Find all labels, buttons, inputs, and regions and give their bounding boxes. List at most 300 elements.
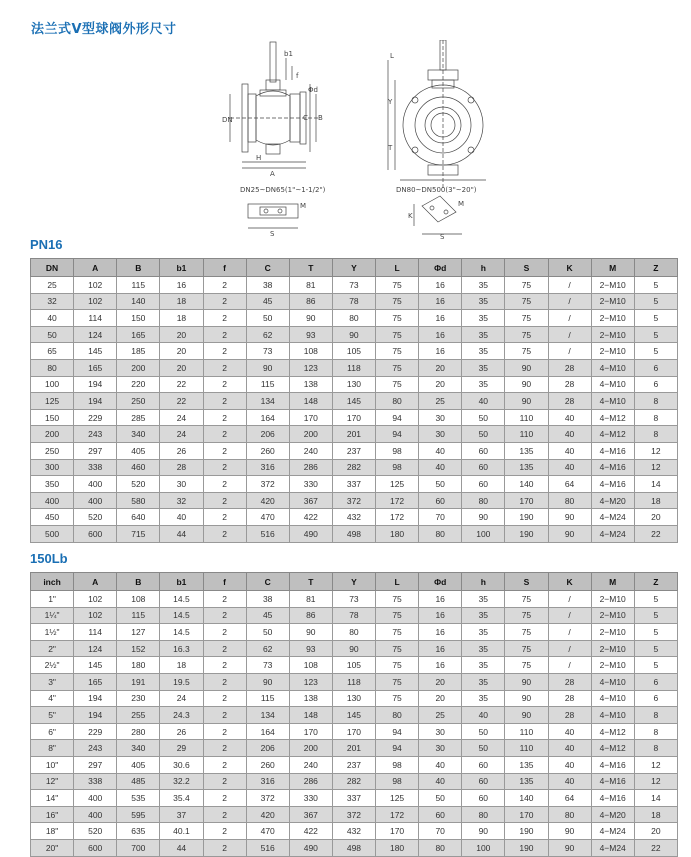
table-cell: 75 bbox=[505, 657, 548, 674]
table-cell: 22 bbox=[634, 839, 677, 856]
table-cell: 90 bbox=[246, 359, 289, 376]
table-cell: 372 bbox=[246, 476, 289, 493]
table-cell: 18 bbox=[160, 293, 203, 310]
table-cell: / bbox=[548, 293, 591, 310]
table-cell: 170 bbox=[505, 492, 548, 509]
150lb-header-row bbox=[31, 573, 678, 591]
table-cell: 16 bbox=[419, 310, 462, 327]
table-cell: 35 bbox=[462, 607, 505, 624]
table-cell: 108 bbox=[289, 343, 332, 360]
table-cell: 70 bbox=[419, 823, 462, 840]
table-cell: 4−M24 bbox=[591, 823, 634, 840]
table-cell: 35 bbox=[462, 591, 505, 608]
table-cell: 102 bbox=[74, 607, 117, 624]
table-cell: 16 bbox=[419, 591, 462, 608]
table-cell: 16 bbox=[419, 640, 462, 657]
table-cell: 4−M10 bbox=[591, 376, 634, 393]
table-cell: 44 bbox=[160, 525, 203, 542]
table-cell: 108 bbox=[289, 657, 332, 674]
table-cell: 24 bbox=[160, 690, 203, 707]
table-cell: 100 bbox=[462, 525, 505, 542]
table-cell: 4−M10 bbox=[591, 393, 634, 410]
table-cell: 29 bbox=[160, 740, 203, 757]
table-cell: 125 bbox=[376, 476, 419, 493]
table-cell: 337 bbox=[332, 790, 375, 807]
pn16-header-row bbox=[31, 259, 678, 277]
table-cell: 62 bbox=[246, 640, 289, 657]
table-cell: 2 bbox=[203, 657, 246, 674]
table-cell: / bbox=[548, 657, 591, 674]
dim-label-d: Φd bbox=[308, 86, 318, 94]
table-cell: 5 bbox=[634, 326, 677, 343]
table-cell: 60 bbox=[462, 442, 505, 459]
table-cell: 20 bbox=[419, 359, 462, 376]
table-cell: 285 bbox=[117, 409, 160, 426]
table-cell: 90 bbox=[505, 707, 548, 724]
table-cell: 2 bbox=[203, 376, 246, 393]
table-cell: 115 bbox=[246, 690, 289, 707]
table-cell: 80 bbox=[548, 492, 591, 509]
table-cell: 90 bbox=[548, 525, 591, 542]
table-cell: 300 bbox=[31, 459, 74, 476]
column-header: B bbox=[117, 259, 160, 277]
column-header: C bbox=[246, 259, 289, 277]
table-cell: 2 bbox=[203, 624, 246, 641]
column-header: DN bbox=[31, 259, 74, 277]
table-cell: 237 bbox=[332, 756, 375, 773]
table-cell: 8 bbox=[634, 393, 677, 410]
table-cell: 60 bbox=[462, 790, 505, 807]
table-row bbox=[31, 476, 678, 493]
table-cell: 26 bbox=[160, 723, 203, 740]
table-cell: 134 bbox=[246, 393, 289, 410]
table-cell: 2 bbox=[203, 310, 246, 327]
table-cell: 12 bbox=[634, 773, 677, 790]
table-cell: 420 bbox=[246, 492, 289, 509]
table-cell: 80 bbox=[462, 806, 505, 823]
table-cell: 14.5 bbox=[160, 591, 203, 608]
table-cell: 94 bbox=[376, 740, 419, 757]
table-cell: 90 bbox=[548, 839, 591, 856]
left-valve-drawing bbox=[230, 42, 318, 168]
table-cell: 164 bbox=[246, 409, 289, 426]
table-cell: 4−M16 bbox=[591, 442, 634, 459]
table-cell: 165 bbox=[74, 673, 117, 690]
table-cell: 75 bbox=[505, 624, 548, 641]
table-cell: 260 bbox=[246, 442, 289, 459]
table-cell: 405 bbox=[117, 442, 160, 459]
table-cell: 20 bbox=[419, 376, 462, 393]
dim-label-y: Y bbox=[388, 98, 393, 106]
table-cell: 194 bbox=[74, 690, 117, 707]
table-cell: 28 bbox=[548, 707, 591, 724]
table-cell: 2−M10 bbox=[591, 277, 634, 294]
table-row bbox=[31, 277, 678, 294]
right-flange-detail bbox=[414, 196, 465, 234]
table-cell: 73 bbox=[246, 657, 289, 674]
table-cell: 18 bbox=[160, 657, 203, 674]
table-cell: 640 bbox=[117, 509, 160, 526]
table-cell: 75 bbox=[376, 277, 419, 294]
table-cell: 400 bbox=[74, 806, 117, 823]
column-header: f bbox=[203, 259, 246, 277]
table-cell: 12 bbox=[634, 756, 677, 773]
table-row bbox=[31, 409, 678, 426]
table-cell: 190 bbox=[505, 525, 548, 542]
table-cell: 185 bbox=[117, 343, 160, 360]
table-cell: 50 bbox=[419, 476, 462, 493]
column-header: C bbox=[246, 573, 289, 591]
table-cell: 520 bbox=[74, 823, 117, 840]
table-cell: 5 bbox=[634, 343, 677, 360]
table-cell: 45 bbox=[246, 293, 289, 310]
table-cell: 2 bbox=[203, 640, 246, 657]
table-cell: 140 bbox=[505, 790, 548, 807]
table-cell: 78 bbox=[332, 607, 375, 624]
column-header: Z bbox=[634, 573, 677, 591]
column-header: M bbox=[591, 573, 634, 591]
table-cell: 420 bbox=[246, 806, 289, 823]
table-cell: 535 bbox=[117, 790, 160, 807]
table-cell: 4−M12 bbox=[591, 740, 634, 757]
column-header: h bbox=[462, 573, 505, 591]
table-cell: 114 bbox=[74, 310, 117, 327]
table-cell: 200 bbox=[31, 426, 74, 443]
table-cell: 194 bbox=[74, 707, 117, 724]
table-cell: 40 bbox=[160, 509, 203, 526]
table-cell: 2 bbox=[203, 459, 246, 476]
table-cell: 35 bbox=[462, 624, 505, 641]
table-cell: 24 bbox=[160, 426, 203, 443]
table-cell: 80 bbox=[31, 359, 74, 376]
table-cell: 44 bbox=[160, 839, 203, 856]
table-cell: 50 bbox=[462, 740, 505, 757]
table-cell: 422 bbox=[289, 823, 332, 840]
table-cell: 180 bbox=[376, 525, 419, 542]
table-cell: 485 bbox=[117, 773, 160, 790]
table-cell: 50 bbox=[419, 790, 462, 807]
table-cell: 229 bbox=[74, 723, 117, 740]
table-cell: 460 bbox=[117, 459, 160, 476]
table-cell: 94 bbox=[376, 426, 419, 443]
table-cell: 490 bbox=[289, 525, 332, 542]
table-cell: 75 bbox=[505, 277, 548, 294]
table-cell: 75 bbox=[376, 293, 419, 310]
table-cell: 4−M20 bbox=[591, 806, 634, 823]
table-cell: 140 bbox=[117, 293, 160, 310]
table-cell: 28 bbox=[548, 673, 591, 690]
table-cell: 1" bbox=[31, 591, 74, 608]
table-cell: 80 bbox=[462, 492, 505, 509]
table-cell: 20" bbox=[31, 839, 74, 856]
table-cell: 16.3 bbox=[160, 640, 203, 657]
left-drawing-caption: DN25~DN65(1"~1-1/2") bbox=[240, 186, 326, 194]
table-row bbox=[31, 492, 678, 509]
table-cell: 75 bbox=[376, 376, 419, 393]
table-cell: 340 bbox=[117, 740, 160, 757]
table-cell: 2−M10 bbox=[591, 624, 634, 641]
table-cell: 100 bbox=[31, 376, 74, 393]
table-cell: 108 bbox=[117, 591, 160, 608]
table-cell: 180 bbox=[117, 657, 160, 674]
table-cell: 2 bbox=[203, 343, 246, 360]
table-cell: 330 bbox=[289, 790, 332, 807]
table-cell: 135 bbox=[505, 459, 548, 476]
table-row bbox=[31, 426, 678, 443]
table-cell: 2 bbox=[203, 673, 246, 690]
table-cell: 123 bbox=[289, 359, 332, 376]
table-cell: 90 bbox=[505, 359, 548, 376]
table-cell: 30 bbox=[160, 476, 203, 493]
table-cell: 118 bbox=[332, 673, 375, 690]
table-cell: 190 bbox=[505, 839, 548, 856]
table-cell: 20 bbox=[419, 673, 462, 690]
table-cell: 498 bbox=[332, 839, 375, 856]
table-cell: 60 bbox=[419, 492, 462, 509]
table-row bbox=[31, 509, 678, 526]
table-cell: 282 bbox=[332, 459, 375, 476]
table-cell: 32 bbox=[160, 492, 203, 509]
page-title: 法兰式V型球阀外形尺寸 bbox=[31, 22, 177, 37]
pn16-heading: PN16 bbox=[30, 237, 63, 252]
table-cell: 20 bbox=[419, 690, 462, 707]
table-cell: 2−M10 bbox=[591, 591, 634, 608]
table-cell: 1¼" bbox=[31, 607, 74, 624]
table-cell: 14" bbox=[31, 790, 74, 807]
table-cell: 124 bbox=[74, 326, 117, 343]
table-cell: 20 bbox=[160, 326, 203, 343]
table-cell: 6 bbox=[634, 673, 677, 690]
table-cell: 75 bbox=[376, 640, 419, 657]
table-cell: 2 bbox=[203, 591, 246, 608]
150lb-dimension-table bbox=[30, 572, 678, 857]
table-cell: 6" bbox=[31, 723, 74, 740]
table-cell: 150 bbox=[31, 409, 74, 426]
table-cell: 516 bbox=[246, 839, 289, 856]
table-cell: 4−M12 bbox=[591, 723, 634, 740]
table-cell: 75 bbox=[376, 326, 419, 343]
table-cell: 135 bbox=[505, 442, 548, 459]
table-cell: 250 bbox=[31, 442, 74, 459]
table-cell: 5 bbox=[634, 607, 677, 624]
table-cell: 90 bbox=[548, 823, 591, 840]
table-cell: 65 bbox=[31, 343, 74, 360]
table-cell: 28 bbox=[160, 459, 203, 476]
dim-label-m-left: M bbox=[300, 202, 307, 210]
table-cell: 150 bbox=[117, 310, 160, 327]
table-cell: 2 bbox=[203, 426, 246, 443]
table-cell: 90 bbox=[332, 326, 375, 343]
table-cell: 35 bbox=[462, 657, 505, 674]
table-cell: 194 bbox=[74, 376, 117, 393]
table-cell: 172 bbox=[376, 509, 419, 526]
table-cell: 35 bbox=[462, 310, 505, 327]
pn16-dimension-table bbox=[30, 258, 678, 543]
table-cell: 60 bbox=[462, 476, 505, 493]
table-cell: 243 bbox=[74, 740, 117, 757]
table-row bbox=[31, 723, 678, 740]
table-cell: 5 bbox=[634, 640, 677, 657]
table-cell: 201 bbox=[332, 426, 375, 443]
table-cell: 170 bbox=[289, 723, 332, 740]
table-cell: 600 bbox=[74, 525, 117, 542]
table-cell: 367 bbox=[289, 492, 332, 509]
table-cell: 2 bbox=[203, 607, 246, 624]
table-cell: 138 bbox=[289, 376, 332, 393]
table-cell: 148 bbox=[289, 393, 332, 410]
column-header: Y bbox=[332, 573, 375, 591]
table-cell: 75 bbox=[376, 624, 419, 641]
table-cell: 498 bbox=[332, 525, 375, 542]
table-cell: / bbox=[548, 607, 591, 624]
table-cell: 286 bbox=[289, 459, 332, 476]
table-cell: 28 bbox=[548, 376, 591, 393]
table-cell: 35 bbox=[462, 376, 505, 393]
table-cell: 338 bbox=[74, 459, 117, 476]
table-cell: 190 bbox=[505, 823, 548, 840]
valve-dimension-drawings bbox=[200, 40, 500, 240]
column-header: b1 bbox=[160, 259, 203, 277]
table-cell: 367 bbox=[289, 806, 332, 823]
table-cell: 35 bbox=[462, 326, 505, 343]
table-row bbox=[31, 690, 678, 707]
table-cell: 5 bbox=[634, 657, 677, 674]
table-cell: 62 bbox=[246, 326, 289, 343]
table-cell: 75 bbox=[505, 640, 548, 657]
table-cell: 230 bbox=[117, 690, 160, 707]
table-cell: 134 bbox=[246, 707, 289, 724]
table-cell: 127 bbox=[117, 624, 160, 641]
table-cell: 80 bbox=[419, 839, 462, 856]
table-row bbox=[31, 707, 678, 724]
table-cell: 25 bbox=[419, 707, 462, 724]
table-cell: 124 bbox=[74, 640, 117, 657]
table-cell: 60 bbox=[462, 773, 505, 790]
table-cell: 4−M16 bbox=[591, 773, 634, 790]
table-cell: 170 bbox=[289, 409, 332, 426]
table-cell: 75 bbox=[505, 293, 548, 310]
table-cell: 90 bbox=[332, 640, 375, 657]
table-cell: 8 bbox=[634, 740, 677, 757]
table-cell: 5 bbox=[634, 293, 677, 310]
table-cell: 60 bbox=[462, 756, 505, 773]
table-cell: 145 bbox=[74, 657, 117, 674]
table-cell: 16 bbox=[419, 657, 462, 674]
table-cell: 115 bbox=[117, 607, 160, 624]
table-cell: 75 bbox=[376, 359, 419, 376]
table-cell: 75 bbox=[505, 326, 548, 343]
table-cell: 350 bbox=[31, 476, 74, 493]
table-cell: 50 bbox=[246, 310, 289, 327]
table-cell: 38 bbox=[246, 277, 289, 294]
table-cell: 206 bbox=[246, 426, 289, 443]
table-cell: 432 bbox=[332, 509, 375, 526]
table-cell: 35 bbox=[462, 359, 505, 376]
table-cell: 200 bbox=[289, 426, 332, 443]
table-cell: 2 bbox=[203, 492, 246, 509]
150lb-heading: 150Lb bbox=[30, 551, 68, 566]
table-cell: 73 bbox=[246, 343, 289, 360]
table-cell: 2 bbox=[203, 773, 246, 790]
table-cell: 4−M10 bbox=[591, 690, 634, 707]
table-cell: 286 bbox=[289, 773, 332, 790]
table-cell: 635 bbox=[117, 823, 160, 840]
table-row bbox=[31, 607, 678, 624]
table-cell: 2 bbox=[203, 690, 246, 707]
column-header: S bbox=[505, 573, 548, 591]
table-cell: 60 bbox=[419, 806, 462, 823]
table-row bbox=[31, 359, 678, 376]
table-cell: 250 bbox=[117, 393, 160, 410]
dim-label-s-right: S bbox=[440, 233, 445, 240]
table-cell: / bbox=[548, 277, 591, 294]
table-cell: 80 bbox=[376, 393, 419, 410]
table-cell: 16" bbox=[31, 806, 74, 823]
table-cell: 4−M10 bbox=[591, 359, 634, 376]
table-cell: 145 bbox=[332, 393, 375, 410]
table-cell: 80 bbox=[332, 624, 375, 641]
table-cell: 2 bbox=[203, 723, 246, 740]
table-row bbox=[31, 459, 678, 476]
table-cell: 38 bbox=[246, 591, 289, 608]
table-cell: 145 bbox=[74, 343, 117, 360]
table-cell: 194 bbox=[74, 393, 117, 410]
column-header: K bbox=[548, 573, 591, 591]
table-cell: 64 bbox=[548, 476, 591, 493]
table-cell: 24 bbox=[160, 409, 203, 426]
table-cell: 200 bbox=[289, 740, 332, 757]
column-header: f bbox=[203, 573, 246, 591]
table-cell: 20 bbox=[160, 359, 203, 376]
table-cell: 229 bbox=[74, 409, 117, 426]
table-cell: / bbox=[548, 343, 591, 360]
table-cell: 40 bbox=[462, 707, 505, 724]
table-cell: 316 bbox=[246, 773, 289, 790]
dim-label-c: C bbox=[303, 114, 308, 122]
table-cell: 8" bbox=[31, 740, 74, 757]
table-cell: 40 bbox=[548, 773, 591, 790]
table-cell: 450 bbox=[31, 509, 74, 526]
table-row bbox=[31, 310, 678, 327]
table-cell: / bbox=[548, 326, 591, 343]
table-cell: 98 bbox=[376, 773, 419, 790]
table-cell: 115 bbox=[117, 277, 160, 294]
table-cell: 26 bbox=[160, 442, 203, 459]
table-cell: 105 bbox=[332, 657, 375, 674]
table-cell: 170 bbox=[505, 806, 548, 823]
table-cell: 500 bbox=[31, 525, 74, 542]
table-cell: 24.3 bbox=[160, 707, 203, 724]
table-cell: 400 bbox=[74, 790, 117, 807]
table-row bbox=[31, 393, 678, 410]
table-cell: 2 bbox=[203, 740, 246, 757]
table-row bbox=[31, 442, 678, 459]
table-cell: 75 bbox=[376, 310, 419, 327]
table-cell: 50 bbox=[462, 723, 505, 740]
table-cell: 170 bbox=[332, 723, 375, 740]
table-row bbox=[31, 806, 678, 823]
table-cell: 16 bbox=[419, 343, 462, 360]
table-cell: 2 bbox=[203, 393, 246, 410]
table-cell: 138 bbox=[289, 690, 332, 707]
table-cell: 28 bbox=[548, 359, 591, 376]
table-cell: 405 bbox=[117, 756, 160, 773]
table-cell: 220 bbox=[117, 376, 160, 393]
table-cell: 70 bbox=[419, 509, 462, 526]
dim-label-k: K bbox=[408, 212, 413, 220]
table-cell: 90 bbox=[462, 823, 505, 840]
table-cell: 40 bbox=[548, 756, 591, 773]
